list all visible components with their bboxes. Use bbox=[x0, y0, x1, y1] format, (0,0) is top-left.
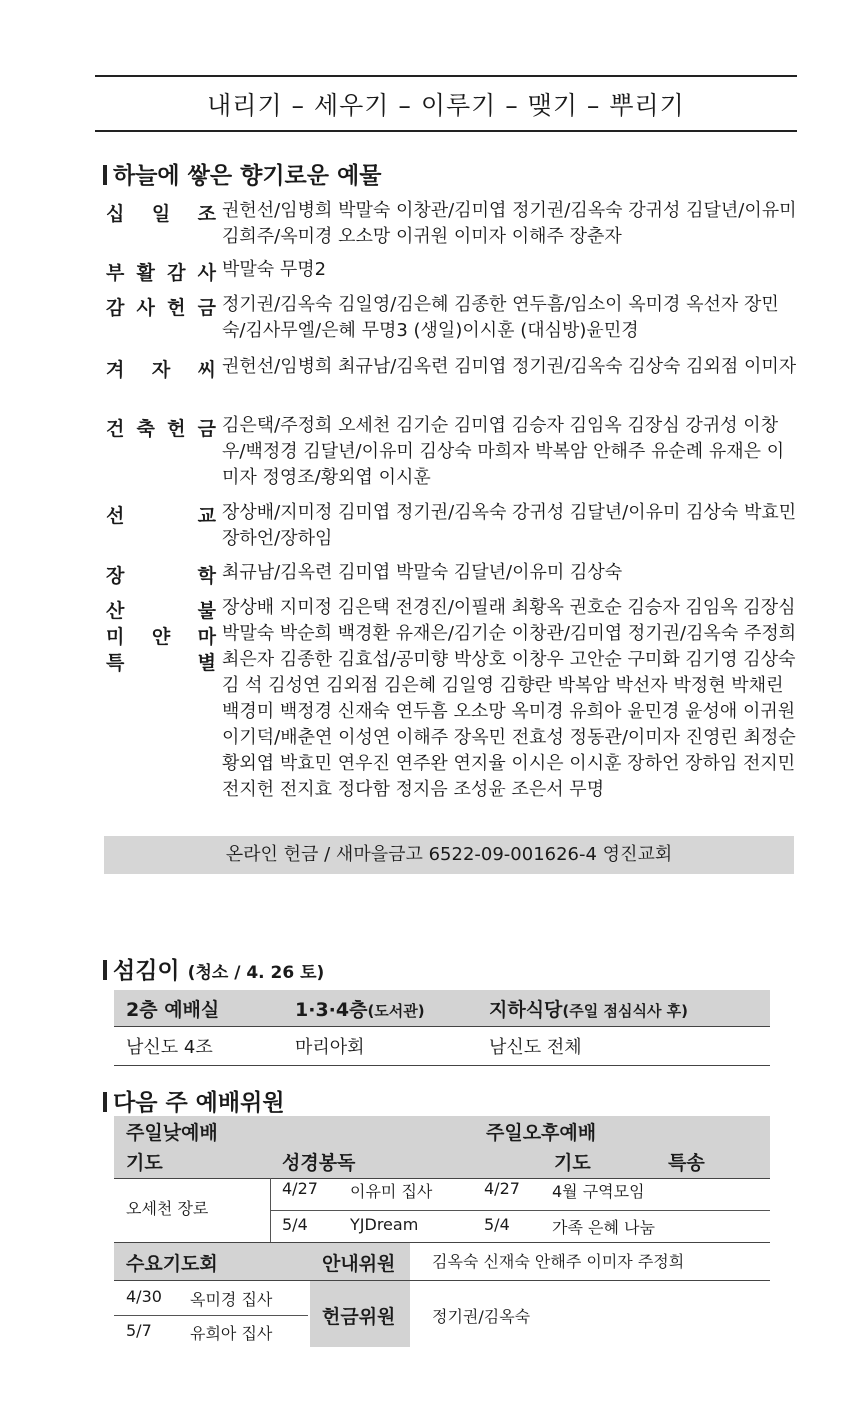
wednesday-leader: 옥미경 집사 bbox=[190, 1290, 273, 1309]
wednesday-label: 수요기도회 bbox=[126, 1253, 218, 1275]
offering-names-thanks: 정기권/김옥숙 김일영/김은혜 김종한 연두흠/임소이 옥미경 옥선자 장민숙/김사무엘/은혜 무명3 (생일)이시훈 (대심방)윤민경 bbox=[222, 294, 779, 341]
label-char: 헌 bbox=[167, 297, 186, 319]
usher-label: 안내위원 bbox=[322, 1253, 396, 1275]
label-char: 마 bbox=[197, 626, 216, 648]
offering-label-scholarship bbox=[106, 561, 216, 588]
col-134f bbox=[283, 990, 477, 1027]
label-char: 조 bbox=[197, 203, 216, 225]
service-subtitle: (청소 / 4. 26 토) bbox=[187, 963, 325, 983]
label-char: 교 bbox=[197, 505, 216, 527]
service-title: 섬김이 bbox=[113, 958, 180, 984]
reading-date: 5/4 bbox=[282, 1215, 308, 1234]
col-134f-note: (도서관) bbox=[367, 1001, 425, 1020]
divider-top bbox=[95, 75, 797, 77]
wednesday-date: 5/7 bbox=[126, 1321, 152, 1340]
label-char: 자 bbox=[151, 359, 171, 381]
reading-date: 4/27 bbox=[282, 1179, 318, 1198]
offerings-heading bbox=[103, 157, 381, 190]
offering-label-special-3 bbox=[106, 648, 216, 675]
next-week-heading bbox=[103, 1084, 285, 1117]
offering-label-mission bbox=[106, 501, 216, 528]
prayer-person: 오세천 장로 bbox=[126, 1199, 209, 1218]
wednesday-leader: 유희아 집사 bbox=[190, 1324, 273, 1343]
label-char: 감 bbox=[167, 262, 186, 284]
service-table bbox=[114, 990, 770, 1066]
heading-bar-icon bbox=[103, 1092, 107, 1112]
col-prayer: 기도 bbox=[126, 1152, 163, 1174]
label-char: 금 bbox=[197, 418, 216, 440]
label-char: 사 bbox=[197, 262, 216, 284]
pm-date: 5/4 bbox=[484, 1215, 510, 1234]
label-char: 건 bbox=[106, 418, 125, 440]
col-reading: 성경봉독 bbox=[282, 1152, 356, 1174]
service-value: 마리아회 bbox=[283, 1027, 477, 1066]
col-134f-label: 1·3·4층 bbox=[295, 998, 368, 1021]
label-char: 장 bbox=[106, 565, 125, 587]
pm-date: 4/27 bbox=[484, 1179, 520, 1198]
row-divider bbox=[114, 1315, 308, 1316]
label-char: 특 bbox=[106, 652, 125, 674]
offering-names-mission: 장상배/지미정 김미엽 정기권/김옥숙 강귀성 김달년/이유미 김상숙 박효민 장하언/장하임 bbox=[222, 502, 797, 549]
label-char: 씨 bbox=[197, 359, 216, 381]
label-char: 부 bbox=[106, 262, 125, 284]
label-char: 십 bbox=[106, 203, 125, 225]
offering-team-label: 헌금위원 bbox=[322, 1306, 396, 1328]
divider-bottom bbox=[95, 130, 797, 132]
pm-item: 가족 은혜 나눔 bbox=[552, 1218, 655, 1237]
offering-names-special: 장상배 지미정 김은택 전경진/이필래 최황옥 권호순 김승자 김임옥 김장심 박말숙 박순희 백경환 유재은/김기순 이창관/김미엽 정기권/김옥숙 주정희 최은자 김종한 김효섭/공미향 박상호 이창우 고안순 구미화 김기영 김상숙 김 석 김성연 김외점 김은혜 김일영 김향란 박복암 박선자 박정현 박채린 백경미 백정경 신재숙 연두흠 오소망 옥미경 유희아 윤민경 윤성애 이귀원 이기덕/배춘연 이성연 이해주 장옥민 전효성 정동관/이미자 진영린 최정순 황외엽 박효민 연우진 연주완 연지율 이시은 이시훈 장하언 장하임 전지민 전지헌 전지효 정다함 정지음 조성윤 조은서 무명 bbox=[222, 597, 797, 800]
label-char: 사 bbox=[136, 297, 155, 319]
offering-label-thanks bbox=[106, 293, 216, 320]
reading-person: YJDream bbox=[350, 1215, 419, 1234]
label-char: 일 bbox=[151, 203, 171, 225]
col-special: 특송 bbox=[668, 1152, 705, 1174]
reading-person: 이유미 집사 bbox=[350, 1182, 433, 1201]
offering-label-building bbox=[106, 414, 216, 441]
service-heading bbox=[103, 952, 324, 985]
col-basement bbox=[477, 990, 770, 1027]
col-2f-chapel: 2층 예배실 bbox=[114, 990, 283, 1027]
label-char: 산 bbox=[106, 600, 125, 622]
offering-label-easter bbox=[106, 258, 216, 285]
service-header-row bbox=[114, 990, 770, 1027]
label-char: 불 bbox=[197, 600, 216, 622]
pm-item: 4월 구역모임 bbox=[552, 1182, 645, 1201]
column-divider bbox=[270, 1178, 271, 1242]
online-offering-banner: 온라인 헌금 / 새마을금고 6522-09-001626-4 영진교회 bbox=[104, 836, 794, 874]
next-week-title: 다음 주 예배위원 bbox=[113, 1090, 285, 1116]
ushers-list: 김옥숙 신재숙 안해주 이미자 주정희 bbox=[432, 1252, 685, 1271]
heading-bar-icon bbox=[103, 165, 107, 185]
sunday-pm-label: 주일오후예배 bbox=[486, 1122, 597, 1144]
heading-bar-icon bbox=[103, 960, 107, 980]
row-divider bbox=[270, 1210, 770, 1211]
offering-label-special-2 bbox=[106, 622, 216, 649]
label-char: 미 bbox=[106, 626, 125, 648]
service-value-row bbox=[114, 1027, 770, 1066]
offering-names-scholarship: 최규남/김옥련 김미엽 박말숙 김달년/이유미 김상숙 bbox=[222, 562, 623, 583]
label-char: 금 bbox=[197, 297, 216, 319]
offering-names-tithe: 권헌선/임병희 박말숙 이창관/김미엽 정기권/김옥숙 강귀성 김달년/이유미 김희주/옥미경 오소망 이귀원 이미자 이해주 장춘자 bbox=[222, 200, 797, 247]
col-basement-note: (주일 점심식사 후) bbox=[562, 1001, 689, 1020]
offerings-title: 하늘에 쌓은 향기로운 예물 bbox=[113, 163, 382, 189]
label-char: 헌 bbox=[167, 418, 186, 440]
label-char: 활 bbox=[136, 262, 155, 284]
col-basement-label: 지하식당 bbox=[489, 998, 563, 1021]
wednesday-date: 4/30 bbox=[126, 1287, 162, 1306]
label-char: 별 bbox=[197, 652, 216, 674]
service-value: 남신도 4조 bbox=[114, 1027, 283, 1066]
offering-names-building: 김은택/주정희 오세천 김기순 김미엽 김승자 김임옥 김장심 강귀성 이창우/백정경 김달년/이유미 김상숙 마희자 박복암 안해주 유순례 유재은 이미자 정영조/황외엽 이시훈 bbox=[222, 415, 785, 488]
sunday-day-label: 주일낮예배 bbox=[126, 1122, 218, 1144]
offering-label-mustard bbox=[106, 355, 216, 382]
offering-team: 정기권/김옥숙 bbox=[432, 1307, 531, 1326]
label-char: 감 bbox=[106, 297, 125, 319]
label-char: 겨 bbox=[106, 359, 125, 381]
motto: 내리기 – 세우기 – 이루기 – 맺기 – 뿌리기 bbox=[207, 91, 685, 120]
col-pm-prayer: 기도 bbox=[554, 1152, 591, 1174]
offering-label-tithe bbox=[106, 199, 216, 226]
section-divider bbox=[114, 1280, 770, 1281]
label-char: 축 bbox=[136, 418, 155, 440]
offering-names-easter: 박말숙 무명2 bbox=[222, 259, 327, 280]
service-value: 남신도 전체 bbox=[477, 1027, 770, 1066]
label-char: 학 bbox=[197, 565, 216, 587]
label-char: 선 bbox=[106, 505, 125, 527]
offering-label-special-1 bbox=[106, 596, 216, 623]
offering-names-mustard: 권헌선/임병희 최규남/김옥련 김미엽 정기권/김옥숙 김상숙 김외점 이미자 bbox=[222, 356, 797, 377]
label-char: 얀 bbox=[151, 626, 171, 648]
